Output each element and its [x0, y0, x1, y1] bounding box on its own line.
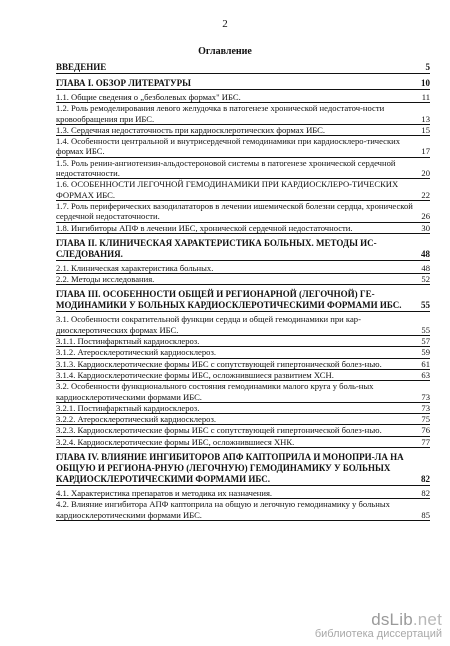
toc-entry-page: 48: [421, 248, 430, 259]
toc-entry-1-7[interactable]: [56, 201, 430, 223]
toc-entry-page: 5: [425, 62, 430, 72]
toc-entry-text: ГЛАВА IV. ВЛИЯНИЕ ИНГИБИТОРОВ АПФ КАПТОПРИЛА И МОНОПРИ-ЛА НА ОБЩУЮ И РЕГИОНА-РНУЮ (ЛЕГОЧНУЮ) ГЕМОДИНАМИКУ У БОЛЬНЫХ КАРДИОСКЛЕРОТИЧЕСКИМИ ФОРМАМИ ИБС.: [56, 452, 404, 485]
toc-entry-page: 73: [421, 391, 430, 402]
toc-entry-text: 3.1.2. Атеросклеротический кардиосклероз.: [56, 347, 217, 358]
toc-entry-page: 75: [421, 414, 430, 425]
page-number: 2: [222, 18, 228, 30]
toc-entry-3-2-4[interactable]: [56, 437, 430, 448]
toc-entry-1-1[interactable]: [56, 92, 430, 103]
toc-entry-3-1-3[interactable]: [56, 359, 430, 370]
toc-entry-page: 61: [421, 358, 430, 369]
toc-entry-text: ГЛАВА II. КЛИНИЧЕСКАЯ ХАРАКТЕРИСТИКА БОЛЬНЫХ. МЕТОДЫ ИС-СЛЕДОВАНИЯ.: [56, 237, 377, 259]
toc-entry-page: 17: [421, 146, 430, 157]
toc-entry-3-2-1[interactable]: [56, 403, 430, 414]
toc-entry-3-2[interactable]: [56, 381, 430, 403]
watermark-subtitle: библиотека диссертаций: [314, 628, 442, 640]
toc-entry-text: 1.5. Роль ренин-ангиотензин-альдостероновой системы в патогенезе хронической сердечной недостаточности.: [56, 157, 396, 179]
toc-entry-3-1-2[interactable]: [56, 347, 430, 358]
toc-entry-page: 77: [421, 436, 430, 447]
toc-entry-page: 15: [421, 124, 430, 135]
toc-entry-2-1[interactable]: [56, 263, 430, 274]
toc-entry-page: 55: [421, 300, 430, 311]
toc-entry-page: 63: [421, 369, 430, 380]
toc-entry-text: 3.2. Особенности функционального состояния гемодинамики малого круга у боль-ных кардиосклеротическими формами ИБС.: [56, 381, 374, 402]
toc-entry-page: 10: [421, 78, 430, 88]
toc-entry-text: 3.2.3. Кардиосклеротические формы ИБС с сопутствующей гипертонической болез-нью.: [56, 425, 382, 436]
toc-entry-text: 3.2.2. Атеросклеротический кардиосклероз.: [56, 414, 217, 425]
toc-entry-text: 3.2.1. Постинфарктный кардиосклероз.: [56, 402, 200, 413]
toc-entry-text: 4.2. Влияние ингибитора АПФ каптоприла на общую и легочную гемодинамику у больных кардиосклеротическими формами ИБС.: [56, 499, 390, 520]
toc-entry-page: 26: [421, 211, 430, 222]
toc-entry-chapter-2[interactable]: [56, 238, 430, 261]
toc-entry-page: 76: [421, 425, 430, 436]
toc-entry-1-3[interactable]: [56, 125, 430, 136]
toc-entry-text: 4.1. Характеристика препаратов и методика их назначения.: [56, 488, 273, 499]
toc-entry-page: 22: [421, 189, 430, 200]
toc-entry-text: ВВЕДЕНИЕ: [56, 62, 107, 72]
toc-entry-page: 55: [421, 324, 430, 335]
toc-entry-page: 82: [421, 474, 430, 485]
toc-entry-4-1[interactable]: [56, 488, 430, 499]
toc-entry-page: 30: [421, 222, 430, 233]
toc-entry-text: 2.2. Методы исследования.: [56, 274, 155, 285]
toc-entry-page: 11: [421, 92, 430, 102]
toc-title: Оглавление: [198, 46, 252, 57]
watermark-logo-tld: .net: [412, 610, 442, 629]
toc-entry-1-8[interactable]: [56, 223, 430, 234]
toc-entry-text: 1.4. Особенности центральной и внутрисердечной гемодинамики при кардиосклеро-тических формах ИБС.: [56, 136, 401, 157]
toc-entry-text: 1.6. ОСОБЕННОСТИ ЛЕГОЧНОЙ ГЕМОДИНАМИКИ ПРИ КАРДИОСКЛЕРО-ТИЧЕСКИХ ФОРМАХ ИБС.: [56, 179, 399, 200]
toc-entry-text: 1.2. Роль ремоделирования левого желудочка в патогенезе хронической недостаточ-ности кровообращения при ИБС.: [56, 103, 385, 124]
toc-entry-3-1-1[interactable]: [56, 336, 430, 347]
toc-entry-page: 85: [421, 509, 430, 520]
toc-entry-1-4[interactable]: [56, 136, 430, 158]
toc-entry-1-2[interactable]: [56, 103, 430, 125]
toc-entry-text: 3.1.1. Постинфарктный кардиосклероз.: [56, 336, 200, 347]
toc-entry-page: 48: [421, 262, 430, 273]
toc-entry-page: 13: [421, 113, 430, 124]
watermark-logo: [315, 610, 442, 630]
toc-entry-chapter-3[interactable]: [56, 289, 430, 312]
toc-entry-2-2[interactable]: [56, 274, 430, 285]
toc-entry-text: 1.3. Сердечная недостаточность при кардиосклеротических формах ИБС.: [56, 124, 326, 135]
toc-entry-text: 2.1. Клиническая характеристика больных.: [56, 262, 214, 273]
toc-entry-text: 1.7. Роль периферических вазодилататоров в лечении ишемической болезни сердца, хронической сердечной недостаточности.: [56, 200, 413, 222]
toc-entry-text: 1.1. Общие сведения о „безболевых формах" ИБС.: [56, 92, 241, 102]
toc-entry-chapter-1[interactable]: [56, 78, 430, 90]
toc-entry-text: 3.1.3. Кардиосклеротические формы ИБС с сопутствующей гипертонической болез-нью.: [56, 358, 382, 369]
toc-entry-3-2-2[interactable]: [56, 414, 430, 425]
toc-entry-page: 52: [421, 274, 430, 285]
toc-entry-text: 3.1.4. Кардиосклеротические формы ИБС, осложнившиеся развитием ХСН.: [56, 369, 334, 380]
toc-entry-page: 82: [421, 488, 430, 499]
toc-entry-1-6[interactable]: [56, 179, 430, 201]
toc-entry-1-5[interactable]: [56, 158, 430, 180]
toc-entry-page: 20: [421, 168, 430, 179]
toc-entry-3-1[interactable]: [56, 314, 430, 336]
toc-entry-chapter-4[interactable]: [56, 452, 430, 486]
toc-entry-page: 59: [421, 347, 430, 358]
toc-entry-3-2-3[interactable]: [56, 425, 430, 436]
toc-entry-page: 73: [421, 402, 430, 413]
toc-entry-text: ГЛАВА I. ОБЗОР ЛИТЕРАТУРЫ: [56, 78, 191, 88]
toc-entry-text: 3.2.4. Кардиосклеротические формы ИБС, осложнившиеся ХНК.: [56, 436, 295, 447]
toc-entry-text: 1.8. Ингибиторы АПФ в лечении ИБС, хронической сердечной недостаточности.: [56, 222, 353, 233]
toc-entry-page: 57: [421, 336, 430, 347]
toc-entry-text: 3.1. Особенности сократительной функции сердца и общей гемодинамики при кар-диосклеротических формах ИБС.: [56, 314, 361, 335]
toc-entry-introduction[interactable]: [56, 62, 430, 74]
dslib-watermark: [315, 610, 442, 640]
toc-entry-text: ГЛАВА III. ОСОБЕННОСТИ ОБЩЕЙ И РЕГИОНАРНОЙ (ЛЕГОЧНОЙ) ГЕ-МОДИНАМИКИ У БОЛЬНЫХ КАРДИОСКЛЕРОТИЧЕСКИМИ ФОРМАМИ ИБС.: [56, 289, 402, 311]
toc-entry-3-1-4[interactable]: [56, 370, 430, 381]
toc-entry-4-2[interactable]: [56, 499, 430, 521]
watermark-logo-name: dsLib: [371, 610, 413, 629]
table-of-contents: [56, 62, 430, 521]
